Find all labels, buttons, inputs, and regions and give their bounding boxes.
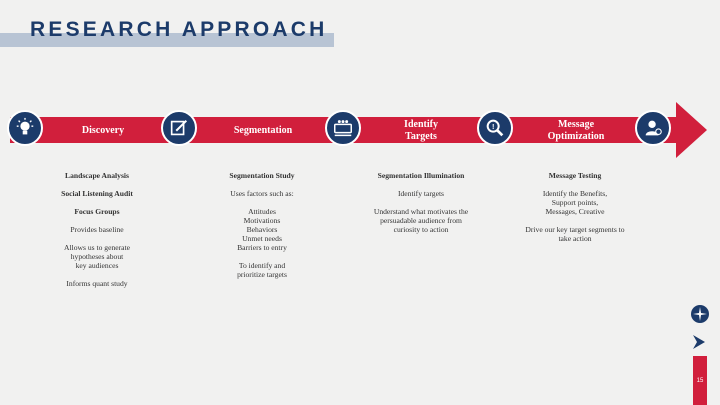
list-item: Understand what motivates the persuadable audience from curiosity to action [373, 207, 469, 234]
column-heading: Message Testing [548, 171, 602, 180]
stage-label-discovery: Discovery [81, 125, 125, 136]
column-discovery [27, 171, 167, 288]
arrow-right-icon [689, 331, 711, 353]
edit-icon [161, 110, 197, 146]
list-item: Identify the Benefits, Support points, Messages, Creative [542, 189, 608, 216]
list-item: Social Listening Audit [61, 189, 133, 198]
chat-person-icon [635, 110, 671, 146]
list-item: Identify targets [397, 189, 445, 198]
column-message-optimization [505, 171, 645, 243]
column-identify-targets [351, 171, 491, 234]
list-item: Uses factors such as: [230, 189, 294, 198]
list-item: Focus Groups [74, 207, 120, 216]
svg-text:!: ! [491, 121, 495, 131]
stage-label-message-optimization: Message Optimization [547, 119, 605, 142]
target-group-icon [325, 110, 361, 146]
column-heading: Segmentation Study [229, 171, 295, 180]
column-heading: Segmentation Illumination [377, 171, 465, 180]
list-item: Attitudes Motivations Behaviors Unmet needs Barriers to entry [237, 207, 287, 252]
list-item: Provides baseline [70, 225, 124, 234]
column-segmentation [192, 171, 332, 279]
list-item: Drive our key target segments to take action [525, 225, 625, 243]
stage-label-segmentation: Segmentation [233, 125, 293, 136]
stage-label-identify-targets: Identify Targets [404, 119, 438, 142]
list-item: Informs quant study [66, 279, 128, 288]
lightbulb-icon [7, 110, 43, 146]
list-item: Landscape Analysis [65, 171, 129, 180]
magnify-icon [477, 110, 513, 146]
list-item: To identify and prioritize targets [237, 261, 287, 279]
page-title: RESEARCH APPROACH [30, 18, 328, 41]
compass-star-icon [689, 303, 711, 325]
list-item: Allows us to generate hypotheses about key audiences [63, 243, 130, 270]
page-number: 15 [696, 378, 704, 384]
